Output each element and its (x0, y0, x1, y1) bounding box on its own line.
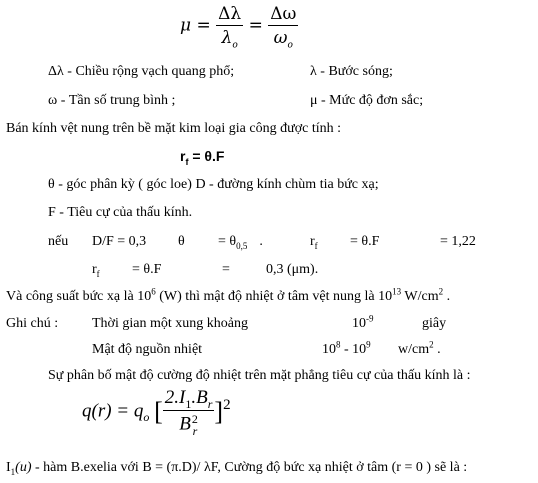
notes-density-value: $10^8 - 10^9$ (322, 339, 371, 357)
condition-rf: $r_f$ (310, 234, 318, 251)
condition2-eq: = (222, 262, 230, 277)
condition-theta-f: = θ.F (350, 234, 380, 249)
legend-omega: ω - Tần số trung bình ; (48, 93, 176, 108)
notes-pulse-value: $10^{-9}$ (352, 313, 374, 331)
notes-pulse-label: Thời gian một xung khoảng (92, 316, 248, 331)
notes-density-unit: $w/cm^2$ . (398, 339, 441, 357)
theta-line: θ - góc phân kỳ ( góc loe) D - đường kính chùm tia bức xạ; (48, 177, 379, 192)
fraction-delta-lambda: $\frac{\Delta\lambda}{\lambda_o}$ (218, 4, 242, 51)
notes-density-label: Mật độ nguồn nhiệt (92, 342, 203, 357)
condition-theta0: = $\theta_{0,5}$ . (218, 234, 263, 251)
bessel-line: $I_1(u)$ - hàm B.exelia với B = (π.D)/ λF, Cường độ bức xạ nhiệt ở tâm (r = 0 ) sẽ là : (6, 460, 468, 477)
condition2-value: 0,3 (μm). (266, 262, 319, 277)
condition-theta: θ (178, 234, 185, 249)
condition-if: nếu (48, 234, 69, 249)
distribution-intro: Sự phân bố mật độ cường độ nhiệt trên mặt phẳng tiêu cự của thấu kính là : (48, 368, 471, 383)
notes-pulse-unit: giây (422, 316, 447, 331)
legend-lambda: λ - Bước sóng; (310, 64, 393, 79)
condition-value-122: = 1,22 (440, 234, 476, 249)
condition2-rf: $r_f$ (92, 262, 100, 279)
equation-mu: μ = $\frac{\Delta\lambda}{\lambda_o}$ = $\frac{\Delta\omega}{\omega_o}$ (180, 4, 297, 51)
legend-mu: μ - Mức độ đơn sắc; (310, 93, 424, 108)
equation-q: $q(r) = q_o$ [ $2.I_1.B_r$ B 2 r ]$^2$ (82, 387, 231, 438)
fraction-delta-omega: $\frac{\Delta\omega}{\omega_o}$ (270, 4, 297, 51)
legend-delta-lambda: Δλ - Chiều rộng vạch quang phổ; (48, 64, 235, 79)
fraction-intensity: $2.I_1.B_r$ B 2 r (164, 387, 213, 438)
power-line: Và công suất bức xạ là $10^6$ (W) thì mật độ nhiệt ở tâm vệt nung là $10^{13}$ $W/cm^2$ . (6, 286, 451, 304)
condition-df: D/F = 0,3 (92, 234, 147, 249)
focal-line: F - Tiêu cự của thấu kính. (48, 205, 193, 220)
condition2-theta-f: = θ.F (132, 262, 162, 277)
notes-label: Ghi chú : (6, 316, 59, 331)
radius-intro: Bán kính vệt nung trên bề mặt kim loại gia công được tính : (6, 121, 341, 136)
mu-symbol: μ (180, 15, 192, 36)
rf-formula: $r_f = \theta.F$ (180, 148, 225, 167)
